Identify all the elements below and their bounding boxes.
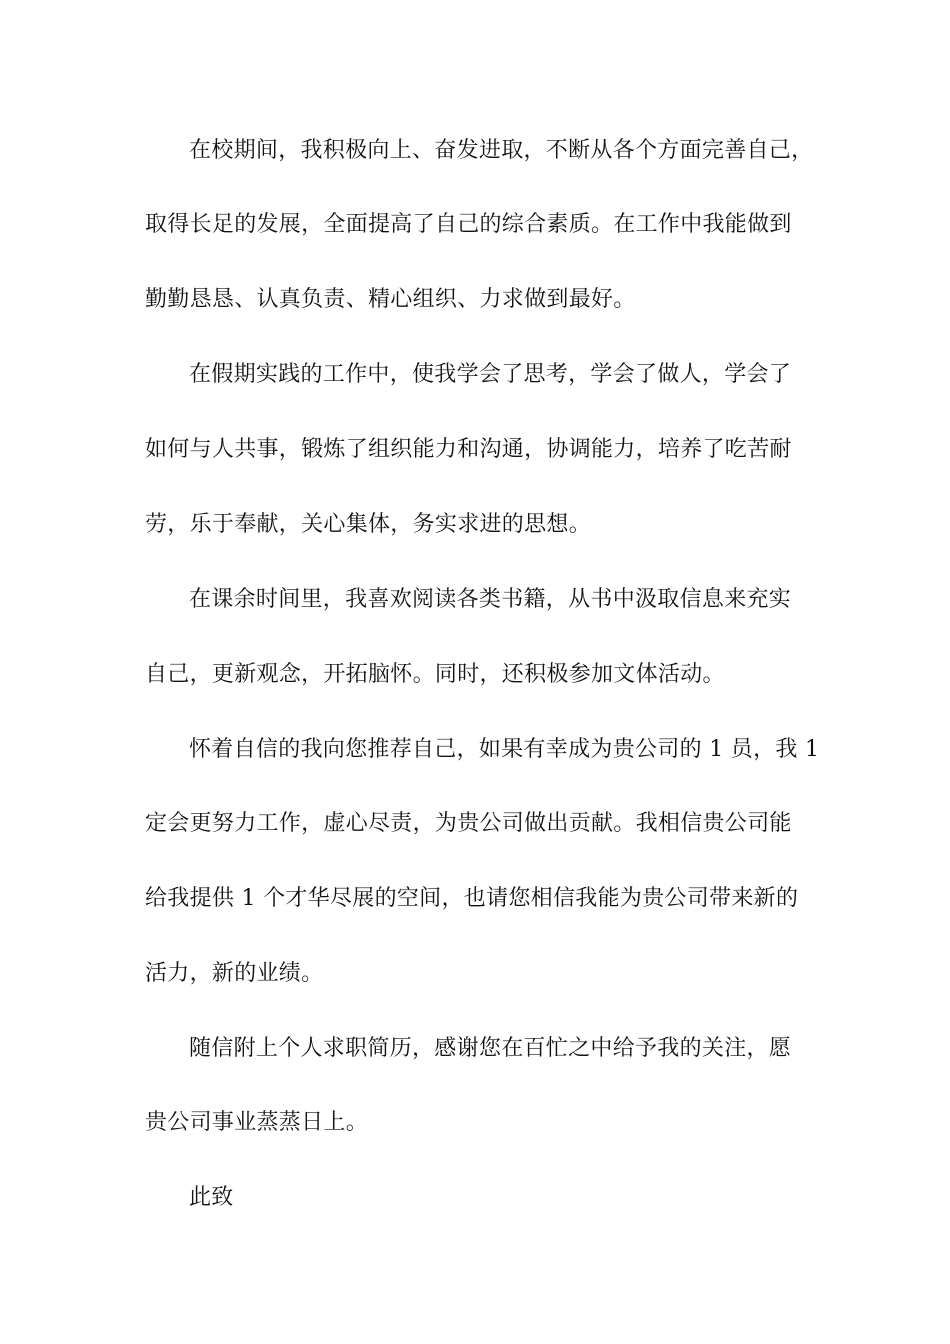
paragraph-1-line-1: 在校期间，我积极向上、奋发进取，不断从各个方面完善自己， <box>189 138 814 163</box>
paragraph-4-line-1: 怀着自信的我向您推荐自己，如果有幸成为贵公司的 1 员，我 1 <box>189 737 820 762</box>
paragraph-2-line-3: 劳，乐于奉献，关心集体，务实求进的思想。 <box>145 512 592 537</box>
closing-salutation: 此致 <box>189 1185 234 1210</box>
paragraph-2-line-1: 在假期实践的工作中，使我学会了思考，学会了做人，学会了 <box>189 362 792 387</box>
paragraph-1-line-2: 取得长足的发展，全面提高了自己的综合素质。在工作中我能做到 <box>145 212 792 237</box>
paragraph-2-line-2: 如何与人共事，锻炼了组织能力和沟通，协调能力，培养了吃苦耐 <box>145 437 792 462</box>
paragraph-4-line-4: 活力，新的业绩。 <box>145 961 324 986</box>
paragraph-5-line-1: 随信附上个人求职简历，感谢您在百忙之中给予我的关注，愿 <box>189 1036 792 1061</box>
paragraph-1-line-3: 勤勤恳恳、认真负责、精心组织、力求做到最好。 <box>145 287 636 312</box>
paragraph-4-line-2: 定会更努力工作，虚心尽责，为贵公司做出贡献。我相信贵公司能 <box>145 811 792 836</box>
paragraph-4-line-3: 给我提供 1 个才华尽展的空间，也请您相信我能为贵公司带来新的 <box>145 886 799 911</box>
paragraph-5-line-2: 贵公司事业蒸蒸日上。 <box>145 1110 369 1135</box>
paragraph-3-line-1: 在课余时间里，我喜欢阅读各类书籍，从书中汲取信息来充实 <box>189 587 792 612</box>
paragraph-3-line-2: 自己，更新观念，开拓脑怀。同时，还积极参加文体活动。 <box>145 662 725 687</box>
